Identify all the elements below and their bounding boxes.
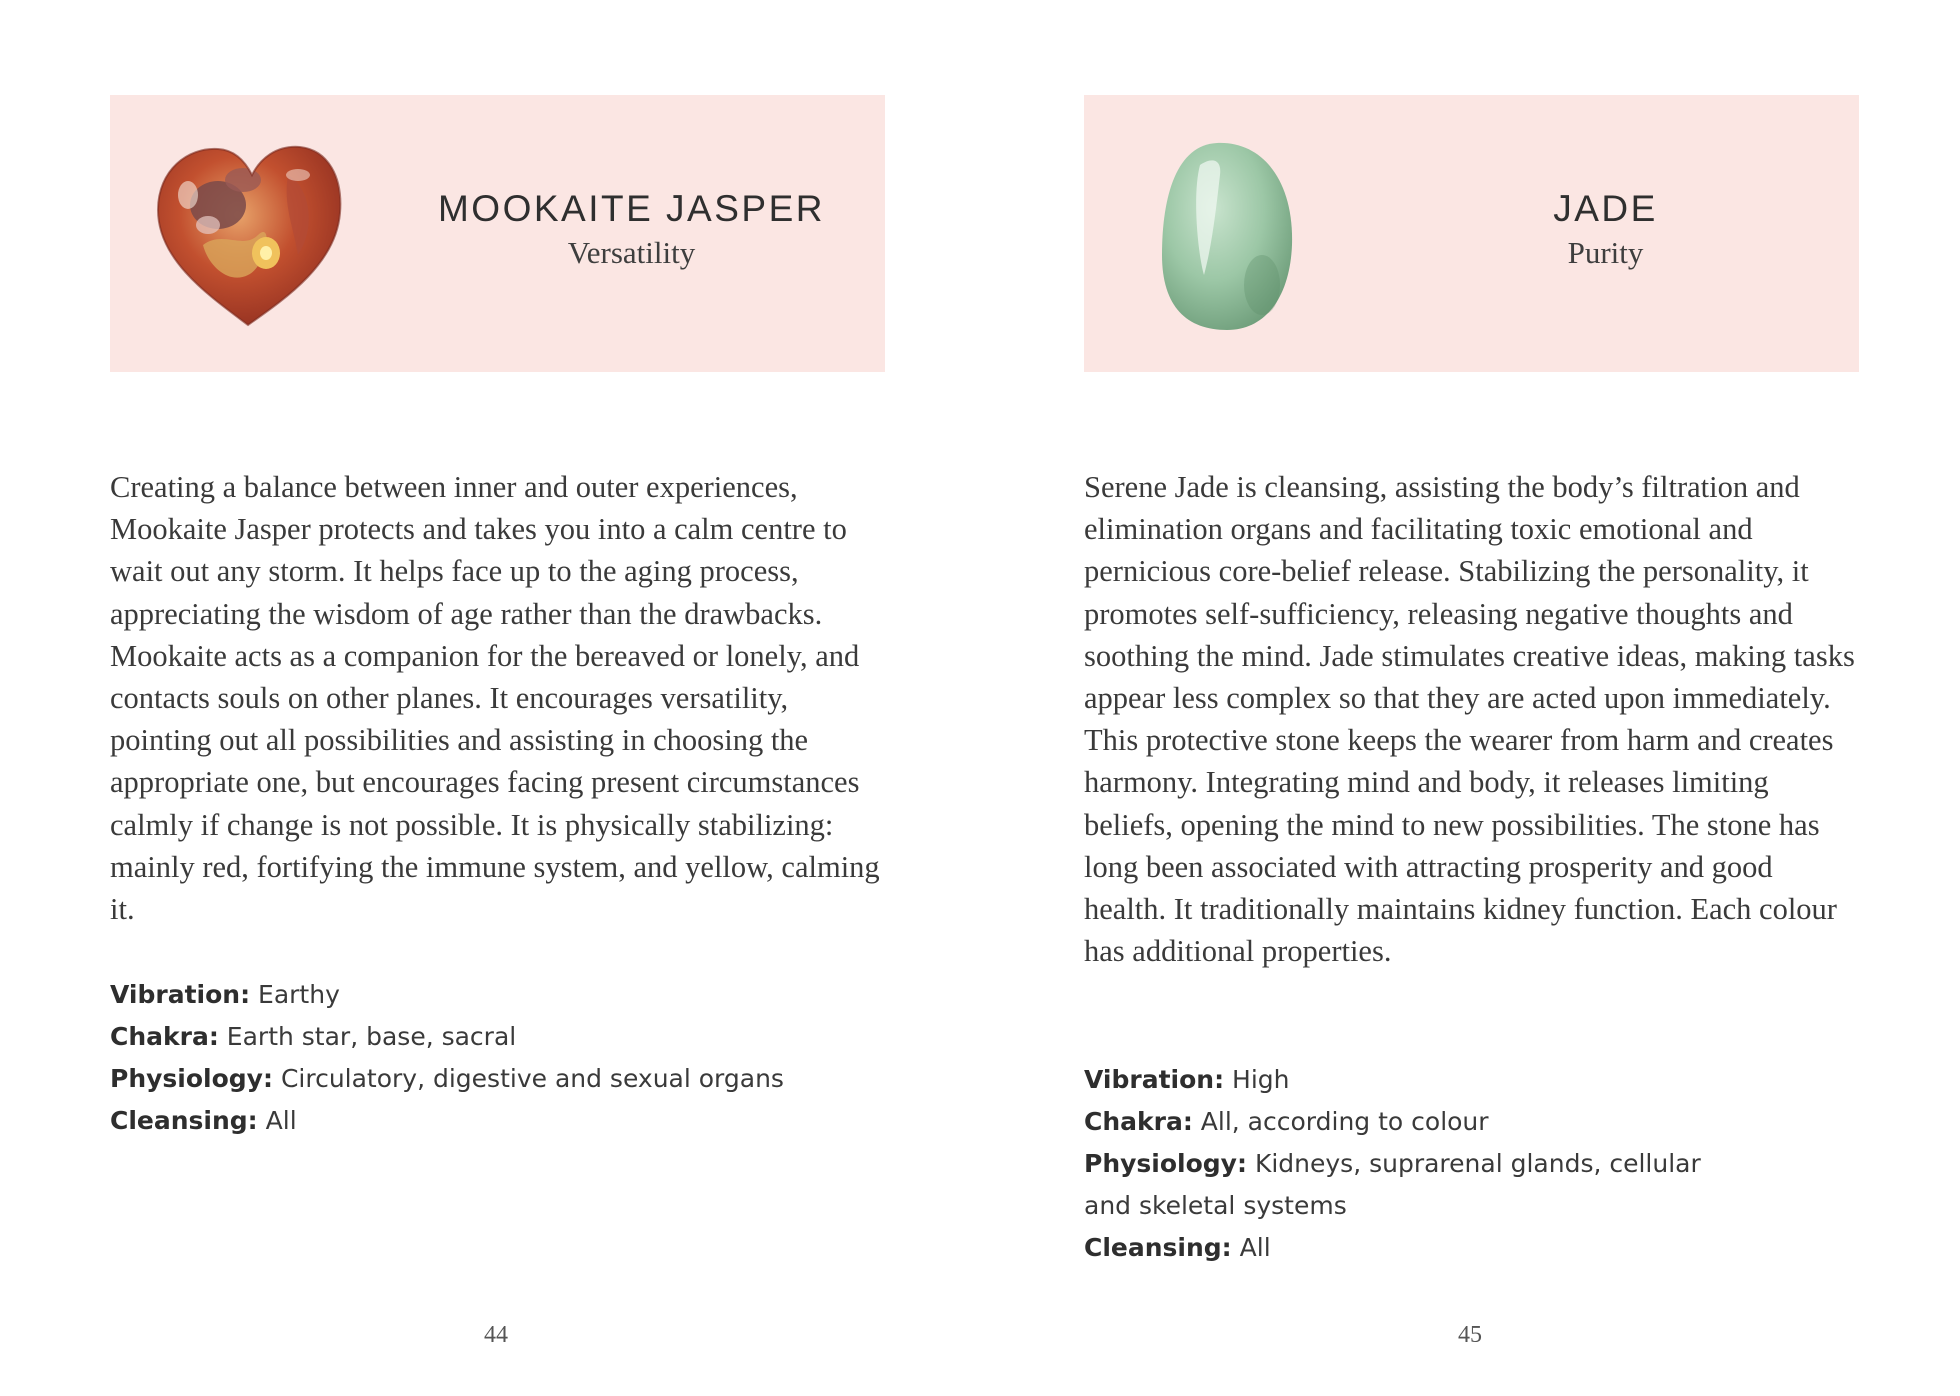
property-value: Circulatory, digestive and sexual organs: [280, 1064, 784, 1093]
property-label: Physiology:: [1084, 1149, 1247, 1178]
stone-description: Creating a balance between inner and outer experiences, Mookaite Jasper protects and takes you into a calm centre to wait out any storm. It helps face up to the aging process, appreciating the wisdom of age rather than the drawbacks. Mookaite acts as a companion for the bereaved or lonely, and contacts souls on other planes. It encourages versatility, pointing out all possibilities and assisting in choosing the appropriate one, but encourages facing present circumstances calmly if change is not possible. It is physically stabilizing: mainly red, fortifying the immune system, and yellow, calming it.: [110, 470, 880, 927]
property-chakra: [1084, 1101, 1724, 1143]
property-label: Physiology:: [110, 1064, 273, 1093]
stone-quality: Purity: [1567, 235, 1644, 270]
property-cleansing: [1084, 1227, 1724, 1269]
page-number: 44: [484, 1322, 508, 1348]
property-label: Chakra:: [1084, 1107, 1193, 1136]
stone-name: JADE: [1553, 188, 1658, 229]
property-value: Earth star, base, sacral: [226, 1022, 517, 1051]
stone-properties: [1084, 1059, 1724, 1269]
property-vibration: [110, 974, 810, 1016]
stone-quality: Versatility: [567, 235, 696, 270]
property-value: All: [1239, 1233, 1271, 1262]
stone-description: Serene Jade is cleansing, assisting the body’s filtration and elimination organs and facilitating toxic emotional and pernicious core-belief release. Stabilizing the personality, it promotes self-sufficiency, releasing negative thoughts and soothing the mind. Jade stimulates creative ideas, making tasks appear less complex so that they are acted upon immediately. This protective stone keeps the wearer from harm and creates harmony. Integrating mind and body, it releases limiting beliefs, opening the mind to new possibilities. The stone has long been associated with attracting prosperity and good health. It traditionally maintains kidney function. Each colour has additional properties.: [1084, 470, 1855, 969]
property-cleansing: [110, 1100, 810, 1142]
stone-header-panel: [1084, 95, 1859, 372]
property-value: All: [265, 1106, 297, 1135]
page-number: 45: [1458, 1322, 1482, 1348]
property-value: Earthy: [258, 980, 340, 1009]
property-chakra: [110, 1016, 810, 1058]
jade-stone-image: [1122, 135, 1322, 335]
property-value: High: [1232, 1065, 1290, 1094]
stone-title-block: [410, 187, 853, 273]
property-value: Kidneys, suprarenal glands, cellular and skeletal systems: [1084, 1149, 1701, 1220]
stone-properties: [110, 974, 810, 1142]
stone-title-block: [1384, 187, 1827, 273]
stone-name: MOOKAITE JASPER: [437, 188, 825, 229]
property-physiology: [1084, 1143, 1724, 1227]
page-right: [980, 0, 1960, 1396]
property-value: All, according to colour: [1200, 1107, 1489, 1136]
property-label: Cleansing:: [110, 1106, 258, 1135]
property-label: Cleansing:: [1084, 1233, 1232, 1262]
stone-header-panel: [110, 95, 885, 372]
property-label: Vibration:: [110, 980, 251, 1009]
mookaite-jasper-heart-image: [148, 135, 348, 335]
property-label: Chakra:: [110, 1022, 219, 1051]
property-physiology: [110, 1058, 810, 1100]
property-vibration: [1084, 1059, 1724, 1101]
property-label: Vibration:: [1084, 1065, 1225, 1094]
